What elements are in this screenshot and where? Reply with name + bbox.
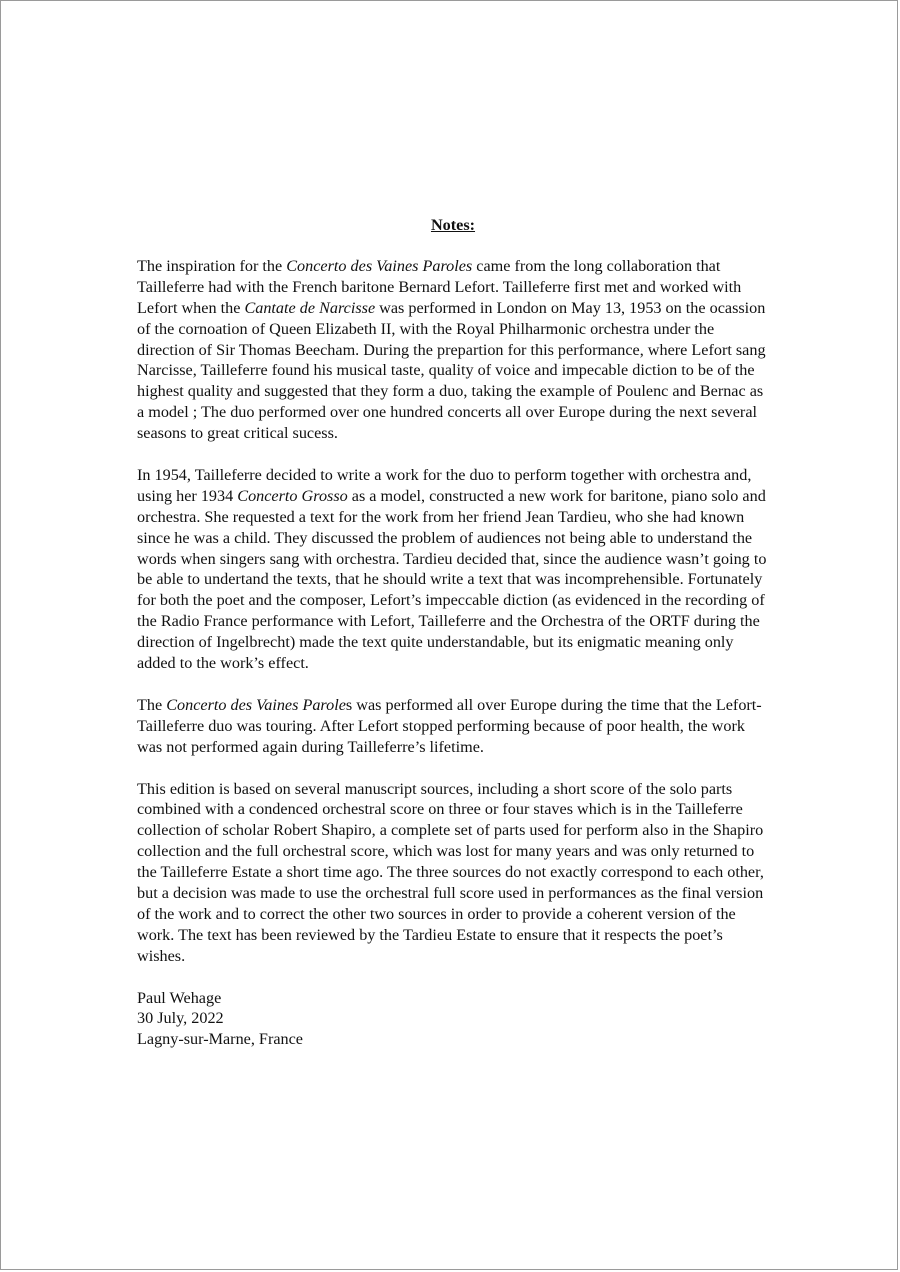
author-name: Paul Wehage <box>137 988 222 1007</box>
paragraph-performance-history: The Concerto des Vaines Paroles was performed all over Europe during the time that the Lefort-Tailleferre duo was touring. After Lefort stopped performing because of poor health, the work was not performed again during Tailleferre’s lifetime. <box>137 695 762 756</box>
work-title: Cantate de Narcisse <box>244 298 376 317</box>
work-title: Concerto des Vaines Parole <box>166 695 346 714</box>
work-title: Concerto Grosso <box>237 486 348 505</box>
signature-date: 30 July, 2022 <box>137 1009 224 1028</box>
work-title: Concerto des Vaines Paroles <box>286 256 473 275</box>
paragraph-edition-sources: This edition is based on several manuscript sources, including a short score of the solo parts combined with a condenced orchestral score on three or four staves which is in the Tailleferre collection of scholar Robert Shapiro, a complete set of parts used for perform also in the Shapiro collection and the full orchestral score, which was lost for many years and was only returned to the Tailleferre Estate a short time ago. The three sources do not exactly correspond to each other, but a decision was made to use the orchestral full score used in performances as the final version of the work and to correct the other two sources in order to provide a coherent version of the work. The text has been reviewed by the Tardieu Estate to ensure that it respects the poet’s wishes. <box>137 779 764 965</box>
notes-body <box>137 215 769 1050</box>
paragraph-composition: In 1954, Tailleferre decided to write a work for the duo to perform together with orchestra and, using her 1934 Concerto Grosso as a model, constructed a new work for baritone, piano solo and orchestra. She requested a text for the work from her friend Jean Tardieu, who she had known since he was a child. They discussed the problem of audiences not being able to understand the words when singers sang with orchestra. Tardieu decided that, since the audience wasn’t going to be able to undertand the texts, that he should write a text that was incomprehensible. Fortunately for both the poet and the composer, Lefort’s impeccable diction (as evidenced in the recording of the Radio France performance with Lefort, Tailleferre and the Orchestra of the ORTF during the direction of Ingelbrecht) made the text quite understandable, but its enigmatic meaning only added to the work’s effect. <box>137 465 767 673</box>
signature-place: Lagny-sur-Marne, France <box>137 1030 303 1049</box>
signature-block <box>137 988 769 1051</box>
notes-heading: Notes: <box>430 216 476 234</box>
paragraph-inspiration: The inspiration for the Concerto des Vaines Paroles came from the long collaboration that Tailleferre had with the French baritone Bernard Lefort. Tailleferre first met and worked with Lefort when the Cantate de Narcisse was performed in London on May 13, 1953 on the ocassion of the cornoation of Queen Elizabeth II, with the Royal Philharmonic orchestra under the direction of Sir Thomas Beecham. During the prepartion for this performance, where Lefort sang Narcisse, Tailleferre found his musical taste, quality of voice and impecable diction to be of the highest quality and suggested that they form a duo, taking the example of Poulenc and Bernac as a model ; The duo performed over one hundred concerts all over Europe during the next several seasons to great critical sucess. <box>137 256 766 443</box>
